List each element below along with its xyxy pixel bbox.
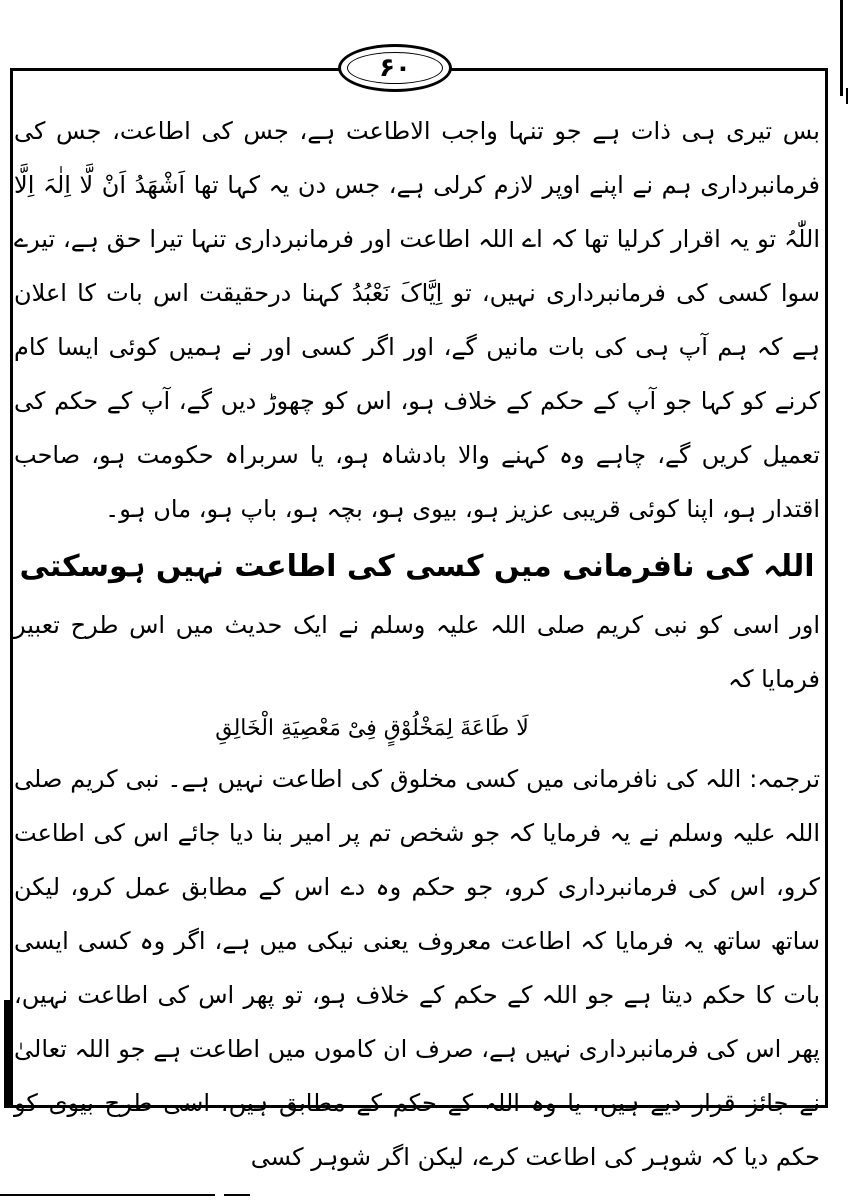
page-number: ۶۰ — [379, 53, 411, 83]
section-heading: اللہ کی نافرمانی میں کسی کی اطاعت نہیں ہوسکتی — [19, 549, 815, 584]
paragraph-2: اور اسی کو نبی کریم صلی اللہ علیہ وسلم نے ایک حدیث میں اس طرح تعبیر فرمایا کہ — [14, 611, 820, 693]
footnote-rule — [0, 1194, 215, 1196]
paragraph-3: ترجمہ: اللہ کی نافرمانی میں کسی مخلوق کی اطاعت نہیں ہے۔ نبی کریم صلی اللہ علیہ وسلم نے یہ فرمایا کہ جو شخص تم پر امیر بنا دیا جائے اس کی اطاعت کرو، اس کی فرمانبرداری کرو، جو حکم وہ دے اس کے مطابق عمل کرو، لیکن ساتھ ساتھ یہ فرمایا کہ اطاعت معروف یعنی نیکی میں ہے، اگر وہ کسی ایسی بات کا حکم دیتا ہے جو اللہ کے حکم کے خلاف ہو، تو پھر اس کی اطاعت نہیں، پھر اس کی فرمانبرداری نہیں ہے، صرف ان کاموں میں اطاعت ہے جو اللہ تعالیٰ نے جائز قرار دیے ہیں، یا وہ اللہ کے حکم کے مطابق ہیں، اسی طرح بیوی کو حکم دیا کہ شوہر کی اطاعت کرے، لیکن اگر شوہر کسی — [14, 765, 820, 1171]
page-number-badge-ring — [347, 52, 443, 84]
arabic-hadith-quote: لَا طَاعَةَ لِمَخْلُوْقٍ فِیْ مَعْصِیَةِ الْخَالِقِ — [215, 716, 529, 741]
footnote-rule-short — [224, 1194, 250, 1196]
margin-rule — [840, 0, 843, 96]
frame-top-border-left — [10, 68, 340, 71]
frame-top-border-right — [450, 68, 828, 71]
margin-rule-mark — [846, 88, 848, 104]
binding-edge-mark — [4, 1000, 10, 1108]
paragraph-1: بس تیری ہی ذات ہے جو تنہا واجب الاطاعت ہے، جس کی اطاعت، جس کی فرمانبرداری ہم نے اپنے اوپر لازم کرلی ہے، جس دن یہ کہا تھا اَشْھَدُ اَنْ لَّا اِلٰہَ اِلَّا اللّٰہُ تو یہ اقرار کرلیا تھا کہ اے اللہ اطاعت اور فرمانبرداری تنہا تیرا حق ہے، تیرے سوا کسی کی فرمانبرداری نہیں، تو اِیَّاکَ نَعْبُدُ کہنا درحقیقت اس بات کا اعلان ہے کہ ہم آپ ہی کی بات مانیں گے، اور اگر کسی اور نے ہمیں کوئی ایسا کام کرنے کو کہا جو آپ کے حکم کے خلاف ہو، اس کو چھوڑ دیں گے، آپ کے حکم کی تعمیل کریں گے، چاہے وہ کہنے والا بادشاہ ہو، یا سربراہ حکومت ہو، صاحب اقتدار ہو، اپنا کوئی قریبی عزیز ہو، بیوی ہو، بچہ ہو، باپ ہو، ماں ہو۔ — [14, 117, 820, 523]
page-number-badge — [338, 44, 452, 92]
page-body — [14, 104, 820, 1184]
